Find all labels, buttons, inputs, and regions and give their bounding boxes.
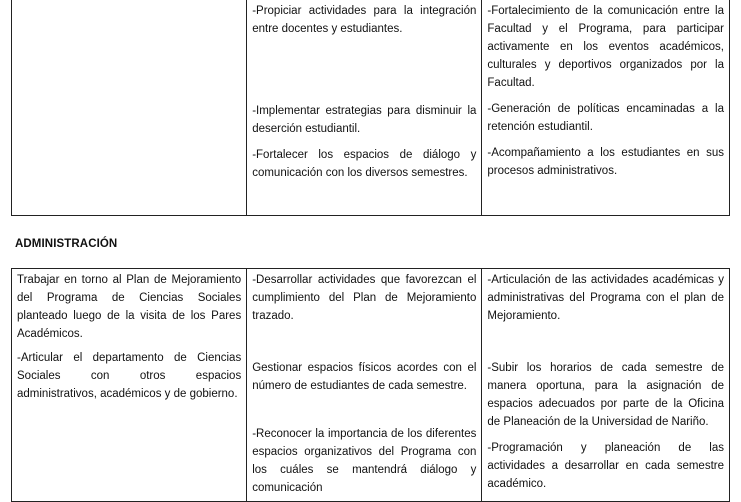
section-heading: ADMINISTRACIÓN xyxy=(15,238,118,250)
admin-cell-col3 xyxy=(482,269,730,502)
paragraph: -Generación de políticas encaminadas a la retención estudiantil. xyxy=(487,103,724,133)
paragraph: -Reconocer la importancia de los diferentes espacios organizativos del Programa con los cuáles se mantendrá diálogo y comunicación xyxy=(252,428,477,494)
paragraph: -Subir los horarios de cada semestre de manera oportuna, para la asignación de espacios adecuados por parte de la Oficina de Planeación de la Universidad de Nariño. xyxy=(487,362,724,428)
paragraph: -Programación y planeación de las actividades a desarrollar en cada semestre académico. xyxy=(487,442,724,490)
top-cell-col3 xyxy=(482,0,730,216)
paragraph: -Articular el departamento de Ciencias Sociales con otros espacios administrativos, académicos y de gobierno. xyxy=(17,352,242,400)
paragraph: -Propiciar actividades para la integración entre docentes y estudiantes. xyxy=(252,5,477,35)
admin-cell-col1 xyxy=(12,269,247,502)
paragraph: -Desarrollar actividades que favorezcan el cumplimiento del Plan de Mejoramiento trazado. xyxy=(252,274,477,322)
table-row xyxy=(12,0,730,216)
objectives-table-admin xyxy=(11,268,730,502)
paragraph: -Articulación de las actividades académicas y administrativas del Programa con el plan de Mejoramiento. xyxy=(487,274,724,322)
paragraph: -Fortalecer los espacios de diálogo y comunicación con los diversos semestres. xyxy=(252,149,477,179)
top-cell-col2 xyxy=(247,0,482,216)
paragraph: Gestionar espacios físicos acordes con el número de estudiantes de cada semestre. xyxy=(252,362,477,392)
paragraph: -Implementar estrategias para disminuir la deserción estudiantil. xyxy=(252,105,477,135)
paragraph: -Fortalecimiento de la comunicación entre la Facultad y el Programa, para participar activamente en los eventos académicos, culturales y deportivos organizados por la Facultad. xyxy=(487,5,724,89)
table-row xyxy=(12,269,730,502)
top-cell-col1 xyxy=(12,0,247,216)
objectives-table-top xyxy=(11,0,730,216)
admin-cell-col2 xyxy=(247,269,482,502)
paragraph: Trabajar en torno al Plan de Mejoramiento del Programa de Ciencias Sociales planteado luego de la visita de los Pares Académicos. xyxy=(17,274,242,340)
paragraph: -Acompañamiento a los estudiantes en sus procesos administrativos. xyxy=(487,147,724,177)
